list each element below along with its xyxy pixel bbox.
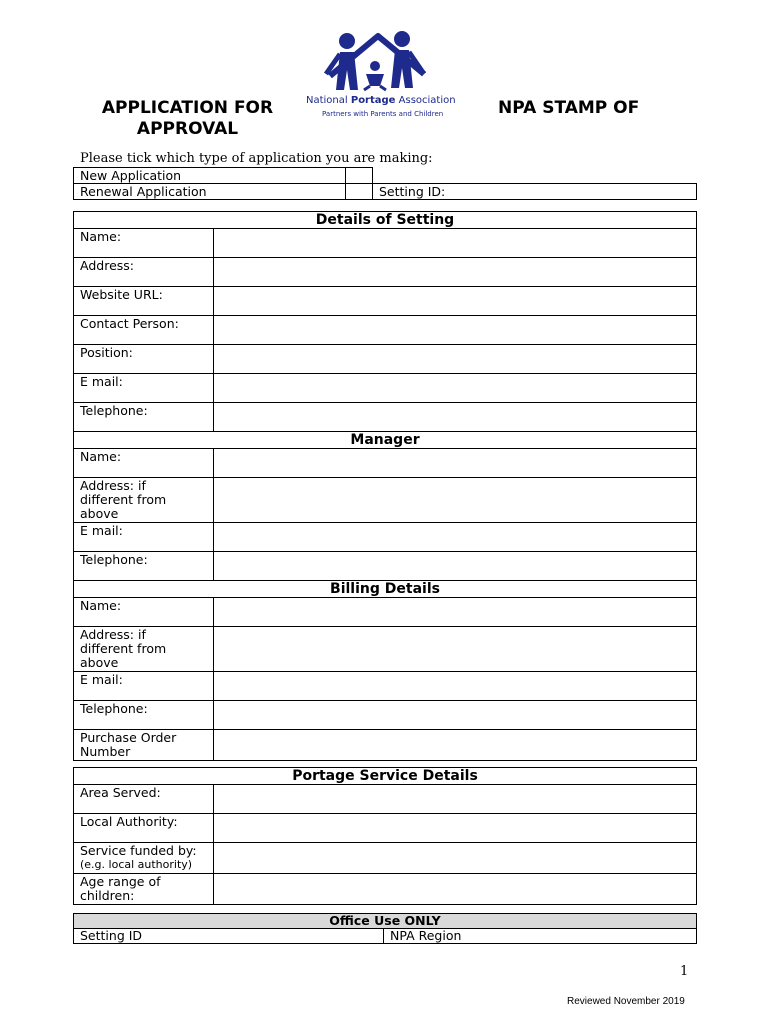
form-title-line1: APPLICATION FOR bbox=[101, 98, 274, 118]
setting-id-field[interactable]: Setting ID: bbox=[373, 184, 697, 200]
manager-name-label: Name: bbox=[74, 449, 214, 478]
billing-email-input[interactable] bbox=[214, 672, 697, 701]
office-npa-region[interactable]: NPA Region bbox=[384, 929, 697, 944]
renewal-application-label: Renewal Application bbox=[74, 184, 346, 200]
manager-telephone-input[interactable] bbox=[214, 552, 697, 581]
setting-telephone-input[interactable] bbox=[214, 403, 697, 432]
npa-stamp-label: NPA STAMP OF bbox=[498, 98, 640, 118]
setting-name-label: Name: bbox=[74, 229, 214, 258]
service-heading: Portage Service Details bbox=[74, 768, 697, 785]
setting-details-table bbox=[73, 211, 697, 761]
office-use-table bbox=[73, 913, 697, 944]
setting-telephone-label: Telephone: bbox=[74, 403, 214, 432]
billing-name-input[interactable] bbox=[214, 598, 697, 627]
age-range-input[interactable] bbox=[214, 874, 697, 905]
setting-email-input[interactable] bbox=[214, 374, 697, 403]
manager-address-input[interactable] bbox=[214, 478, 697, 523]
blank-cell bbox=[373, 168, 697, 184]
service-details-table bbox=[73, 767, 697, 905]
form-title bbox=[80, 98, 295, 140]
billing-name-label: Name: bbox=[74, 598, 214, 627]
billing-telephone-label: Telephone: bbox=[74, 701, 214, 730]
application-instruction: Please tick which type of application you are making: bbox=[80, 151, 433, 166]
area-served-input[interactable] bbox=[214, 785, 697, 814]
area-served-label: Area Served: bbox=[74, 785, 214, 814]
setting-address-label: Address: bbox=[74, 258, 214, 287]
age-range-label: Age range of children: bbox=[74, 874, 214, 905]
local-authority-input[interactable] bbox=[214, 814, 697, 843]
local-authority-label: Local Authority: bbox=[74, 814, 214, 843]
billing-email-label: E mail: bbox=[74, 672, 214, 701]
setting-details-heading: Details of Setting bbox=[74, 212, 697, 229]
setting-website-input[interactable] bbox=[214, 287, 697, 316]
setting-address-input[interactable] bbox=[214, 258, 697, 287]
billing-heading: Billing Details bbox=[74, 581, 697, 598]
new-application-checkbox[interactable] bbox=[346, 168, 373, 184]
billing-telephone-input[interactable] bbox=[214, 701, 697, 730]
manager-email-input[interactable] bbox=[214, 523, 697, 552]
setting-contact-input[interactable] bbox=[214, 316, 697, 345]
setting-position-input[interactable] bbox=[214, 345, 697, 374]
funded-by-label: Service funded by: (e.g. local authority) bbox=[74, 843, 214, 874]
form-title-line2: APPROVAL bbox=[136, 119, 239, 139]
manager-email-label: E mail: bbox=[74, 523, 214, 552]
application-type-table bbox=[73, 167, 697, 200]
manager-address-label: Address: if different from above bbox=[74, 478, 214, 523]
setting-position-label: Position: bbox=[74, 345, 214, 374]
office-use-heading: Office Use ONLY bbox=[74, 914, 697, 929]
office-setting-id[interactable]: Setting ID bbox=[74, 929, 384, 944]
setting-website-label: Website URL: bbox=[74, 287, 214, 316]
setting-name-input[interactable] bbox=[214, 229, 697, 258]
logo-name: National Portage Association bbox=[306, 95, 456, 106]
billing-po-label: Purchase Order Number bbox=[74, 730, 214, 761]
page-number: 1 bbox=[680, 964, 689, 979]
new-application-label: New Application bbox=[74, 168, 346, 184]
reviewed-date: Reviewed November 2019 bbox=[567, 996, 685, 1007]
setting-contact-label: Contact Person: bbox=[74, 316, 214, 345]
manager-telephone-label: Telephone: bbox=[74, 552, 214, 581]
setting-email-label: E mail: bbox=[74, 374, 214, 403]
manager-name-input[interactable] bbox=[214, 449, 697, 478]
billing-po-input[interactable] bbox=[214, 730, 697, 761]
logo-tagline: Partners with Parents and Children bbox=[322, 110, 444, 118]
funded-by-input[interactable] bbox=[214, 843, 697, 874]
funded-by-note: (e.g. local authority) bbox=[80, 858, 193, 871]
renewal-application-checkbox[interactable] bbox=[346, 184, 373, 200]
manager-heading: Manager bbox=[74, 432, 697, 449]
billing-address-input[interactable] bbox=[214, 627, 697, 672]
billing-address-label: Address: if different from above bbox=[74, 627, 214, 672]
